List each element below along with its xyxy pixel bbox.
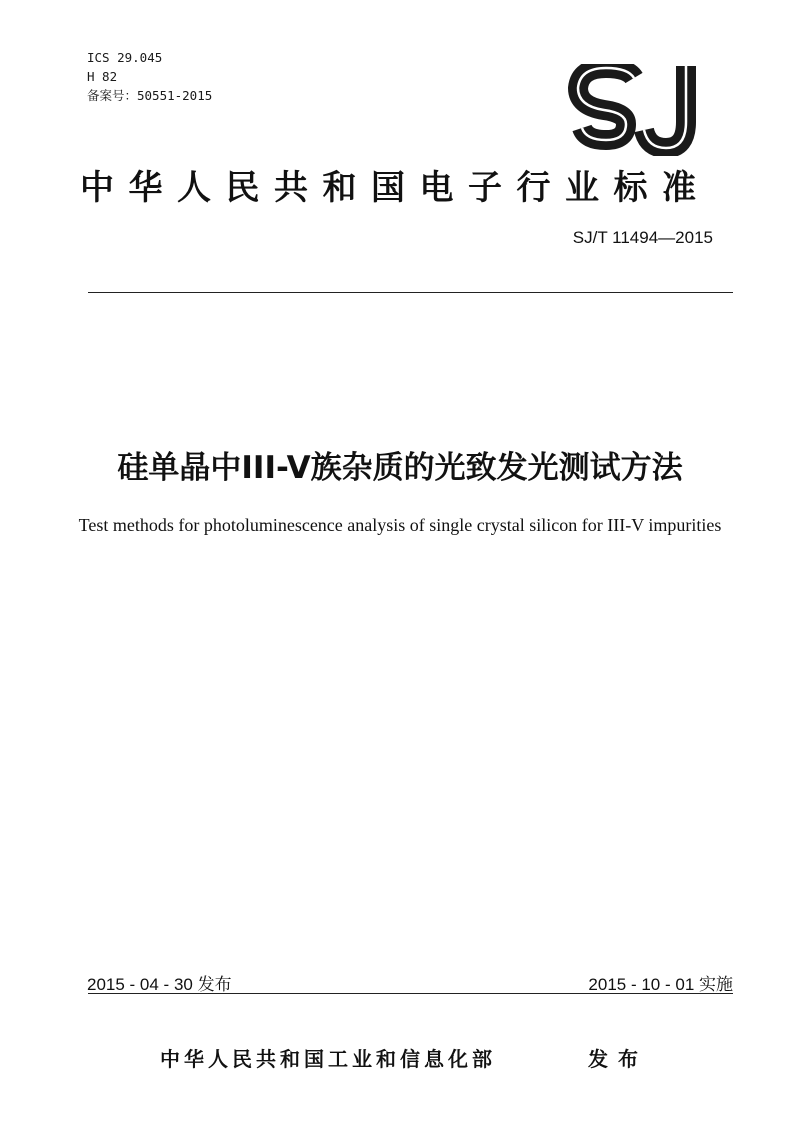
implementation-date: 2015 - 10 - 01 实施 — [588, 975, 733, 994]
record-number: 备案号：50551-2015 — [87, 88, 213, 103]
logo-letter-s — [578, 68, 634, 140]
issue-label: 发布 — [588, 1047, 648, 1071]
issue-date: 2015 - 04 - 30 发布 — [87, 975, 232, 994]
document-title-english: Test methods for photoluminescence analysis of single crystal silicon for III-V impurities — [78, 515, 722, 535]
ics-code: ICS 29.045 — [87, 50, 163, 65]
sj-logo — [568, 64, 708, 156]
industry-standard-title: 中华人民共和国电子行业标准 — [80, 168, 711, 208]
standard-number: SJ/T 11494—2015 — [572, 228, 713, 247]
issuing-authority: 中华人民共和国工业和信息化部 — [160, 1047, 496, 1071]
footer-divider — [88, 993, 733, 994]
classification-info — [87, 48, 212, 105]
header-divider — [88, 292, 733, 293]
classification-code: H 82 — [87, 69, 118, 84]
logo-letter-j — [644, 66, 686, 148]
document-title-chinese: 硅单晶中III-V族杂质的光致发光测试方法 — [117, 450, 683, 486]
